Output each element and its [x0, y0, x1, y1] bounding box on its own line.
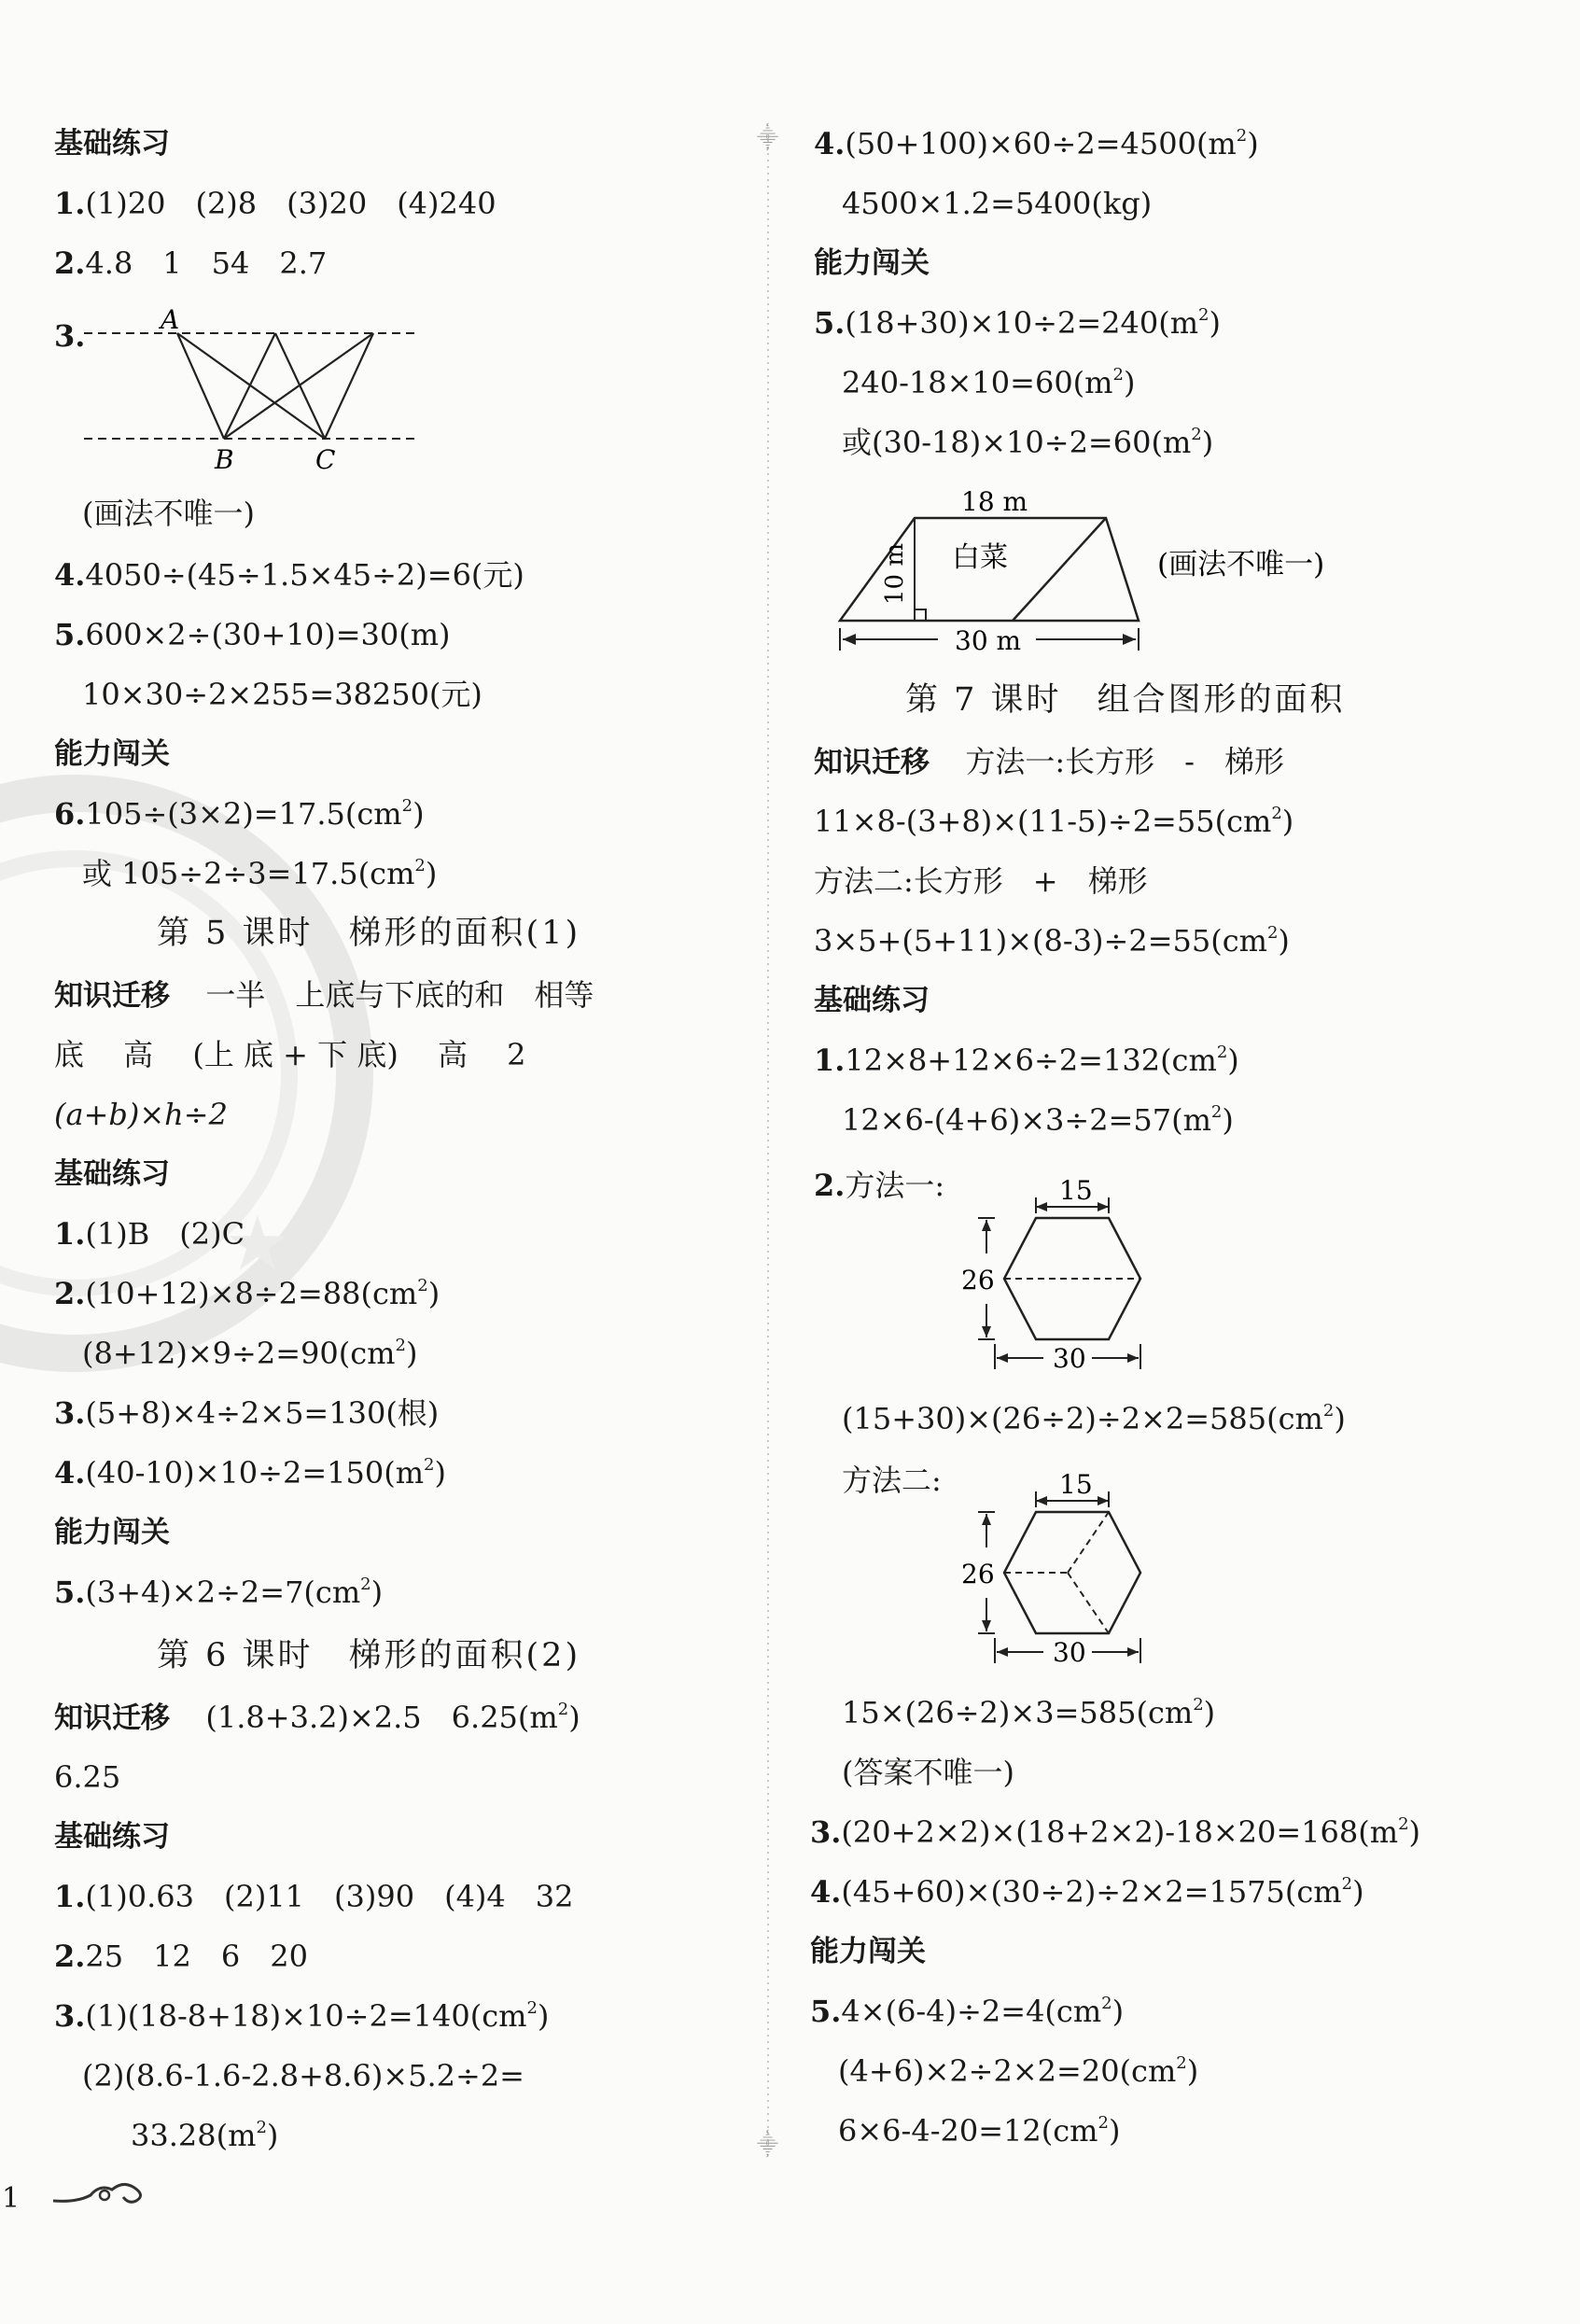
answer-text: (15+30)×(26÷2)÷2×2=585(cm — [842, 1401, 1323, 1436]
answer-line — [54, 616, 451, 653]
hexagon-figure-2 — [961, 1456, 1204, 1671]
answer-line — [810, 1993, 1124, 2030]
superscript: 2 — [1341, 1874, 1353, 1894]
section-heading: 能力闯关 — [54, 1516, 170, 1549]
answer-text-tail: ) — [1334, 1401, 1346, 1436]
question-number: 2. — [54, 245, 86, 281]
superscript: 2 — [526, 1998, 538, 2018]
superscript: 2 — [395, 1336, 406, 1355]
answer-text-tail: ) — [371, 1575, 384, 1610]
answer-line — [814, 922, 1290, 959]
question-number: 5. — [54, 617, 86, 652]
triangle-figure — [84, 301, 457, 475]
answer-text-tail: ) — [412, 796, 425, 832]
answer-text: (1.8+3.2)×2.5 6.25(m — [205, 1700, 558, 1735]
answer-text: (4+6)×2÷2×2=20(cm — [838, 2053, 1177, 2089]
question-number: 1. — [54, 186, 86, 221]
note-text: (答案不唯一) — [842, 1755, 1014, 1790]
answer-text: (18+30)×10÷2=240(m — [845, 305, 1199, 341]
answer-text-tail: ) — [425, 856, 438, 891]
answer-text: 或(30-18)×10÷2=60(m — [842, 425, 1192, 460]
answer-text-tail: ) — [266, 2118, 279, 2153]
dimension-bottom: 30 — [1053, 1637, 1086, 1668]
lesson-title: 第 7 课时 组合图形的面积 — [905, 681, 1346, 719]
dimension-height: 26 — [961, 1265, 995, 1295]
superscript: 2 — [1216, 1043, 1228, 1062]
answer-text-tail: ) — [1281, 804, 1294, 839]
answer-text: (3+4)×2÷2=7(cm — [85, 1575, 361, 1610]
section-heading: 能力闯关 — [810, 1935, 926, 1968]
answer-line — [54, 1997, 549, 2035]
question-number: 2. — [814, 1168, 846, 1203]
dimension-bottom: 30 m — [955, 625, 1022, 656]
section-heading: 能力闯关 — [814, 246, 930, 280]
answer-text: 方法二:长方形 + 梯形 — [814, 863, 1148, 899]
column-divider — [754, 121, 782, 2212]
answer-text: 25 12 6 20 — [85, 1939, 308, 1974]
dimension-top: 18 m — [961, 486, 1028, 517]
answer-text: (10+12)×8÷2=88(cm — [85, 1276, 418, 1311]
superscript: 2 — [1236, 126, 1248, 146]
answer-text: 方法二: — [842, 1463, 942, 1498]
question-number: 3. — [810, 1814, 842, 1850]
superscript: 2 — [417, 1276, 428, 1295]
formula-text: (a+b)×h÷2 — [54, 1097, 228, 1132]
answer-text: 4500×1.2=5400(kg) — [842, 186, 1153, 221]
svg-text:⸎: ⸎ — [757, 127, 778, 150]
section-label: 知识迁移 — [814, 746, 930, 779]
answer-text: 600×2÷(30+10)=30(m) — [85, 617, 451, 652]
answer-text: 4050÷(45÷1.5×45÷2)=6(元) — [85, 557, 524, 593]
superscript: 2 — [1098, 2113, 1109, 2133]
superscript: 2 — [1210, 1102, 1223, 1122]
answer-line — [54, 1215, 245, 1253]
answer-text: (2)(8.6-1.6-2.8+8.6)×5.2÷2= — [82, 2058, 524, 2093]
superscript: 2 — [1271, 804, 1282, 823]
answer-text-tail: ) — [568, 1700, 580, 1735]
question-number: 4. — [54, 1455, 86, 1491]
superscript: 2 — [1322, 1401, 1335, 1421]
answer-text: 4.8 1 54 2.7 — [85, 245, 328, 281]
question-number: 4. — [810, 1874, 842, 1910]
answer-text-tail: ) — [1123, 365, 1136, 400]
answer-text: 15×(26÷2)×3=585(cm — [842, 1695, 1194, 1730]
question-number: 4. — [814, 126, 846, 161]
answer-line — [838, 2112, 1120, 2149]
question-number: 5. — [810, 1994, 842, 2029]
answer-line — [82, 1335, 417, 1372]
superscript: 2 — [1101, 1994, 1112, 2013]
answer-text: 方法一: — [845, 1168, 945, 1203]
section-label: 知识迁移 — [54, 1701, 170, 1735]
answer-line — [54, 1394, 439, 1432]
answer-text-tail: ) — [1201, 425, 1214, 460]
superscript: 2 — [360, 1575, 371, 1594]
answer-text: 12×8+12×6÷2=132(cm — [845, 1043, 1217, 1078]
answer-line — [54, 1878, 574, 1915]
question-number: 1. — [54, 1216, 86, 1252]
question-number: 4. — [54, 557, 86, 593]
answer-line — [842, 1101, 1234, 1139]
answer-text: (8+12)×9÷2=90(cm — [82, 1336, 396, 1371]
answer-line — [810, 1813, 1420, 1851]
question-number: 1. — [54, 1879, 86, 1914]
answer-text: 240-18×10=60(m — [842, 365, 1113, 400]
answer-text-tail: ) — [1186, 2053, 1199, 2089]
question-number: 2. — [54, 1276, 86, 1311]
answer-text-tail: ) — [1278, 923, 1290, 959]
answer-text: (45+60)×(30÷2)÷2×2=1575(cm — [841, 1874, 1342, 1910]
region-label: 白菜 — [952, 541, 1008, 574]
dimension-height: 26 — [961, 1559, 995, 1589]
answer-line — [54, 1275, 440, 1312]
superscript: 2 — [401, 796, 413, 816]
answer-text-tail: ) — [1203, 1695, 1216, 1730]
answer-line — [814, 743, 1284, 781]
answer-text: (1)0.63 (2)11 (3)90 (4)4 32 — [85, 1879, 574, 1914]
answer-line — [814, 803, 1293, 840]
superscript: 2 — [1176, 2053, 1187, 2073]
answer-line — [814, 304, 1221, 342]
answer-text-tail: ) — [1247, 126, 1259, 161]
superscript: 2 — [424, 1455, 435, 1475]
superscript: 2 — [1193, 1695, 1204, 1715]
answer-text-tail: ) — [1209, 305, 1221, 341]
dimension-top: 15 — [1059, 1469, 1093, 1500]
answer-text: 一半 上底与下底的和 相等 — [205, 977, 594, 1013]
answer-text: (50+100)×60÷2=4500(m — [845, 126, 1237, 161]
answer-line — [842, 1694, 1215, 1731]
answer-text: (1)20 (2)8 (3)20 (4)240 — [85, 186, 496, 221]
question-number: 1. — [814, 1043, 846, 1078]
answer-line — [54, 795, 425, 833]
answer-text: (40-10)×10÷2=150(m — [85, 1455, 425, 1491]
section-heading: 能力闯关 — [54, 737, 170, 771]
answer-line — [810, 1873, 1364, 1911]
question-number: 3. — [54, 1998, 86, 2034]
dimension-bottom: 30 — [1053, 1343, 1086, 1374]
answer-text-tail: ) — [1108, 2113, 1121, 2149]
question-number: 3. — [54, 1395, 86, 1431]
superscript: 2 — [414, 856, 426, 875]
answer-line — [131, 2117, 278, 2154]
answer-text: 105÷(3×2)=17.5(cm — [85, 796, 402, 832]
answer-line — [54, 1454, 446, 1491]
note-text: (画法不唯一) — [1157, 548, 1325, 581]
answer-line — [814, 1042, 1239, 1079]
section-heading: 基础练习 — [54, 1820, 170, 1854]
superscript: 2 — [1191, 425, 1202, 444]
point-label-a: A — [161, 304, 180, 335]
answer-line — [814, 125, 1259, 162]
answer-text: 方法一:长方形 - 梯形 — [965, 744, 1284, 779]
answer-text-tail: ) — [427, 1276, 440, 1311]
superscript: 2 — [1398, 1814, 1409, 1834]
trapezoid-figure — [835, 481, 1358, 667]
cloud-ornament-icon — [49, 2175, 151, 2212]
answer-text-tail: ) — [1408, 1814, 1420, 1850]
answer-text-tail: ) — [1112, 1994, 1125, 2029]
answer-text-tail: ) — [1352, 1874, 1364, 1910]
point-label-b: B — [215, 444, 234, 475]
question-number: 5. — [814, 305, 846, 341]
answer-text: 4×(6-4)÷2=4(cm — [841, 1994, 1102, 2029]
section-label: 知识迁移 — [54, 979, 170, 1013]
answer-line — [54, 976, 594, 1015]
answer-text: (1)B (2)C — [85, 1216, 245, 1252]
section-heading: 基础练习 — [814, 984, 930, 1017]
answer-text-tail: ) — [434, 1455, 446, 1491]
answer-line — [814, 1167, 944, 1204]
answer-line — [54, 317, 85, 355]
answer-text: 或 105÷2÷3=17.5(cm — [82, 856, 415, 891]
answer-line — [82, 855, 437, 892]
answer-text: 3×5+(5+11)×(8-3)÷2=55(cm — [814, 923, 1267, 959]
answer-text-tail: ) — [1227, 1043, 1239, 1078]
answer-text-tail: ) — [1222, 1102, 1234, 1138]
answer-line — [842, 364, 1135, 401]
answer-text: (1)(18-8+18)×10÷2=140(cm — [85, 1998, 527, 2034]
hexagon-figure-1 — [961, 1162, 1204, 1377]
answer-line — [54, 1699, 580, 1737]
dimension-height: 10 m — [881, 542, 909, 605]
answer-line — [54, 185, 496, 222]
note-text: (画法不唯一) — [82, 496, 255, 531]
lesson-title: 第 5 课时 梯形的面积(1) — [157, 915, 581, 952]
page-number: 1 — [2, 2182, 21, 2215]
answer-line — [54, 245, 327, 282]
answer-text: 11×8-(3+8)×(11-5)÷2=55(cm — [814, 804, 1272, 839]
answer-text: (20+2×2)×(18+2×2)-18×20=168(m — [841, 1814, 1399, 1850]
question-number: 3. — [54, 318, 86, 354]
svg-text:⸎: ⸎ — [757, 2134, 778, 2157]
superscript: 2 — [1112, 365, 1124, 385]
answer-line — [838, 2052, 1198, 2090]
answer-line — [842, 424, 1213, 461]
section-heading: 基础练习 — [54, 127, 170, 161]
superscript: 2 — [256, 2118, 267, 2137]
superscript: 2 — [1266, 923, 1279, 943]
answer-text: 12×6-(4+6)×3÷2=57(m — [842, 1102, 1211, 1138]
dimension-top: 15 — [1059, 1175, 1093, 1206]
answer-line — [54, 556, 524, 594]
answer-line — [54, 1938, 308, 1975]
superscript: 2 — [557, 1700, 569, 1719]
section-heading: 基础练习 — [54, 1157, 170, 1191]
question-number: 5. — [54, 1575, 86, 1610]
answer-text: 底 高 (上 底 + 下 底) 高 2 — [54, 1037, 526, 1072]
answer-text: 10×30÷2×255=38250(元) — [82, 677, 482, 712]
point-label-c: C — [315, 444, 336, 475]
answer-text: 33.28(m — [131, 2118, 257, 2153]
question-number: 6. — [54, 796, 86, 832]
lesson-title: 第 6 课时 梯形的面积(2) — [157, 1637, 581, 1674]
answer-line — [842, 1400, 1346, 1437]
answer-line — [54, 1574, 383, 1611]
answer-text: 6.25 — [54, 1759, 121, 1795]
svg-text:★: ★ — [224, 1200, 291, 1287]
answer-text: (5+8)×4÷2×5=130(根) — [85, 1395, 440, 1431]
answer-text: 6×6-4-20=12(cm — [838, 2113, 1098, 2149]
answer-text-tail: ) — [405, 1336, 418, 1371]
superscript: 2 — [1198, 305, 1209, 325]
question-number: 2. — [54, 1939, 86, 1974]
answer-text-tail: ) — [537, 1998, 550, 2034]
